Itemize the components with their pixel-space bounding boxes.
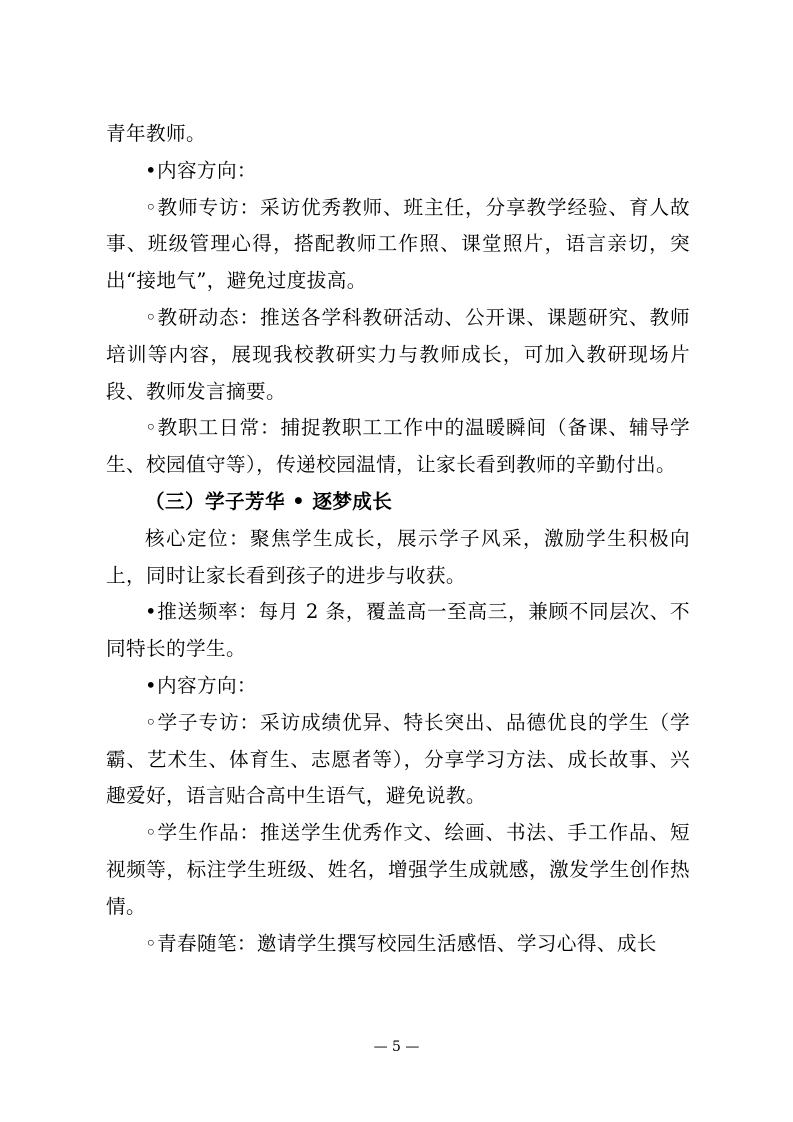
section-heading: （三）学子芳华 • 逐梦成长 [145, 489, 393, 513]
paragraph-teacher-interview: ◦教师专访：采访优秀教师、班主任，分享教学经验、育人故事、班级管理心得，搭配教师工作照、课堂照片，语言亲切，突出“接地气”，避免过度拔高。 [106, 195, 690, 293]
paragraph-student-interview: ◦学子专访：采访成绩优异、特长突出、品德优良的学生（学霸、艺术生、体育生、志愿者等），分享学习方法、成长故事、兴趣爱好，语言贴合高中生语气，避免说教。 [106, 710, 690, 808]
paragraph-core-positioning: 核心定位：聚焦学生成长，展示学子风采，激励学生积极向上，同时让家长看到孩子的进步与收获。 [106, 526, 690, 587]
document-body [106, 116, 690, 962]
paragraph-content-direction: •内容方向： [145, 158, 257, 182]
paragraph-content-direction-2: •内容方向： [145, 673, 257, 697]
paragraph-staff-daily: ◦教职工日常：捕捉教职工工作中的温暖瞬间（备课、辅导学生、校园值守等），传递校园温情，让家长看到教师的辛勤付出。 [106, 416, 690, 477]
paragraph-push-frequency: •推送频率：每月 2 条，覆盖高一至高三，兼顾不同层次、不同特长的学生。 [106, 600, 690, 661]
page-number: — 5 — [373, 1039, 420, 1055]
paragraph-youth-essays: ◦青春随笔：邀请学生撰写校园生活感悟、学习心得、成长 [145, 931, 657, 955]
paragraph-teaching-research: ◦教研动态：推送各学科教研活动、公开课、课题研究、教师培训等内容，展现我校教研实力与教师成长，可加入教研现场片段、教师发言摘要。 [106, 305, 690, 403]
paragraph-student-works: ◦学生作品：推送学生优秀作文、绘画、书法、手工作品、短视频等，标注学生班级、姓名，增强学生成就感，激发学生创作热情。 [106, 821, 690, 918]
paragraph-continuation: 青年教师。 [106, 122, 206, 145]
